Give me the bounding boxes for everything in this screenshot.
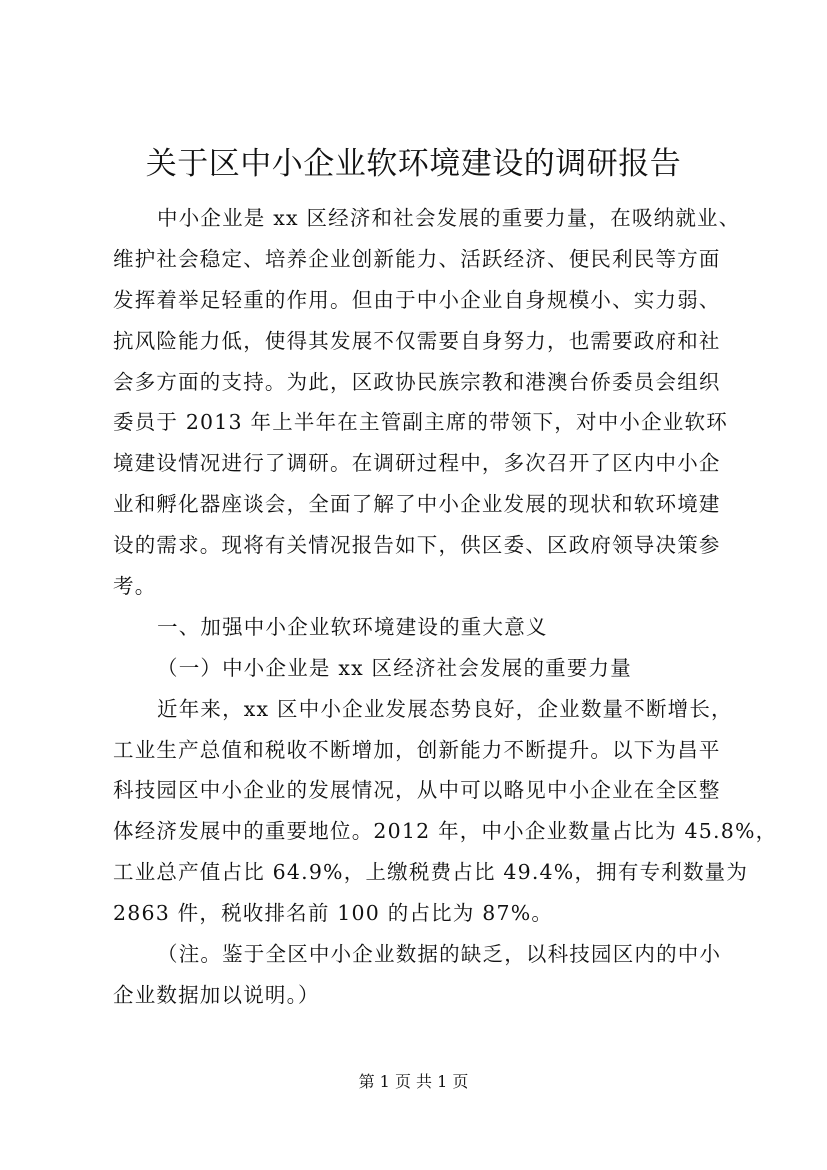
paragraph-line: 考。	[113, 574, 157, 599]
paragraph-line: 近年来，xx 区中小企业发展态势良好，企业数量不断增长，	[157, 696, 733, 721]
paragraph-line: 会多方面的支持。为此，区政协民族宗教和港澳台侨委员会组织	[113, 369, 721, 394]
paragraph-line: 设的需求。现将有关情况报告如下，供区委、区政府领导决策参	[113, 533, 721, 558]
document-body	[113, 198, 778, 1016]
paragraph-line: 发挥着举足轻重的作用。但由于中小企业自身规模小、实力弱、	[113, 287, 721, 312]
page-number-label: 第 1 页 共 1 页	[358, 1072, 469, 1091]
paragraph-line: 委员于 2013 年上半年在主管副主席的带领下，对中小企业软环	[113, 410, 728, 435]
paragraph-line: 中小企业是 xx 区经济和社会发展的重要力量，在吸纳就业、	[157, 206, 741, 230]
note-line: （注。鉴于全区中小企业数据的缺乏，以科技园区内的中小	[157, 942, 722, 967]
paragraph-line: 业和孵化器座谈会，全面了解了中小企业发展的现状和软环境建	[113, 492, 721, 517]
paragraph-line: 工业总产值占比 64.9%，上缴税费占比 49.4%，拥有专利数量为	[113, 860, 749, 885]
note-line: 企业数据加以说明。）	[113, 982, 320, 1007]
paragraph-line: 科技园区中小企业的发展情况，从中可以略见中小企业在全区整	[113, 778, 721, 803]
section-heading: 一、加强中小企业软环境建设的重大意义	[157, 614, 548, 639]
paragraph-line: 境建设情况进行了调研。在调研过程中，多次召开了区内中小企	[113, 451, 721, 476]
paragraph-line: 维护社会稳定、培养企业创新能力、活跃经济、便民利民等方面	[113, 246, 721, 271]
page-footer	[0, 1070, 827, 1094]
subsection-heading: （一）中小企业是 xx 区经济社会发展的重要力量	[157, 655, 632, 680]
paragraph-line: 2863 件，税收排名前 100 的占比为 87%。	[113, 901, 554, 926]
paragraph-line: 体经济发展中的重要地位。2012 年，中小企业数量占比为 45.8%，	[113, 819, 778, 844]
document-title: 关于区中小企业软环境建设的调研报告	[145, 146, 682, 182]
paragraph-line: 工业生产总值和税收不断增加，创新能力不断提升。以下为昌平	[113, 737, 721, 762]
paragraph-line: 抗风险能力低，使得其发展不仅需要自身努力，也需要政府和社	[113, 328, 721, 353]
